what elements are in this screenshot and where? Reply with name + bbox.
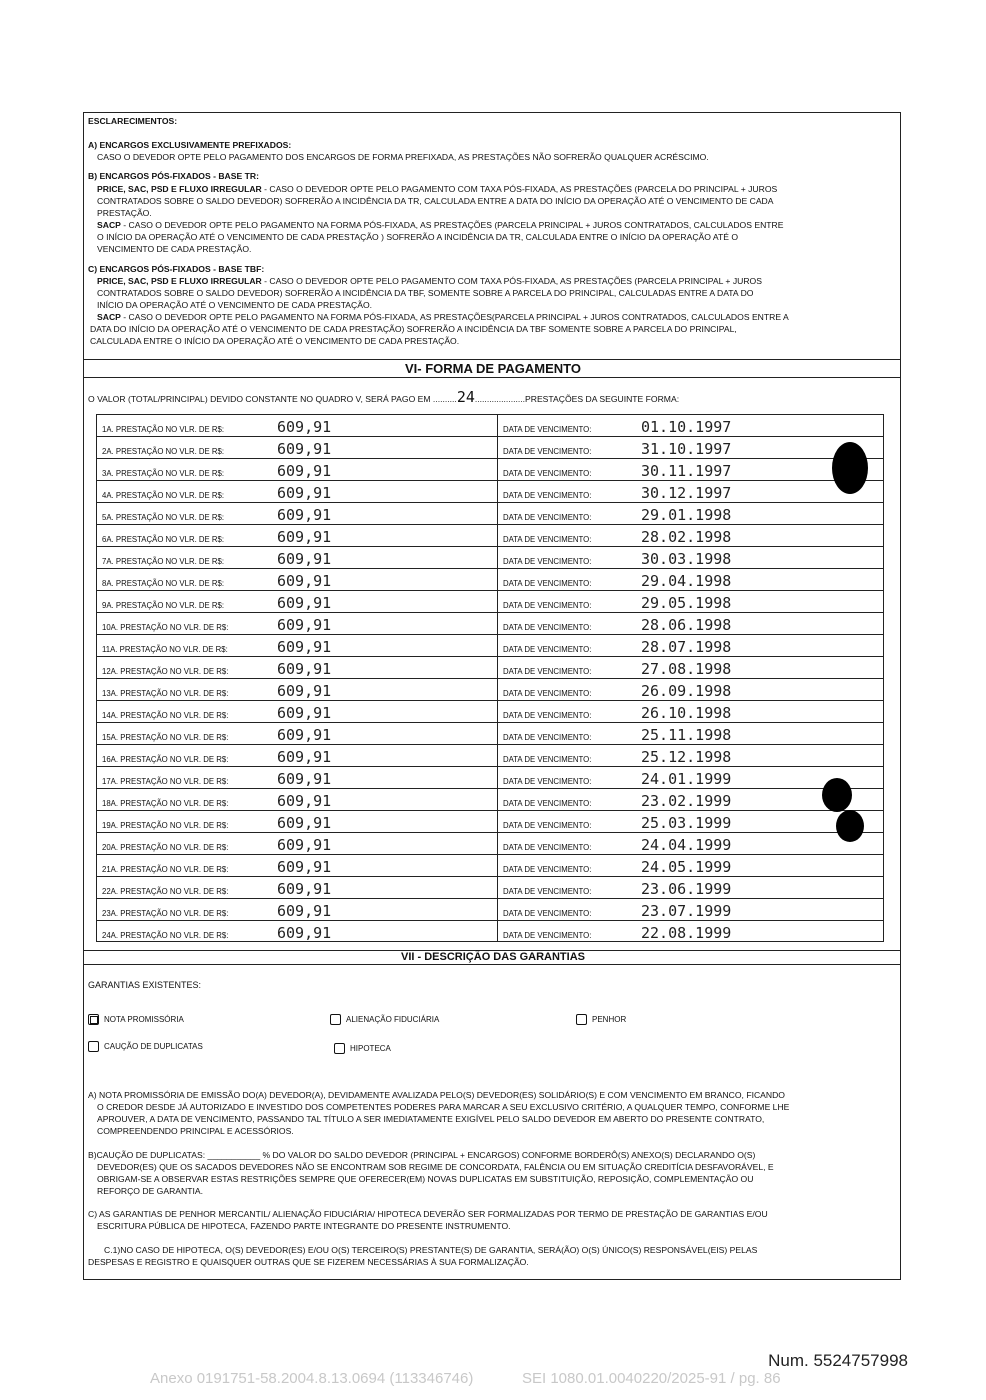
installment-value: 609,91 — [277, 484, 332, 502]
installment-label: 12A. PRESTAÇÃO NO VLR. DE R$: — [102, 667, 229, 676]
clause-c2-line3: CALCULADA ENTRE O INÍCIO DA OPERAÇÃO ATÉ O VENCIMENTO DE CADA PRESTAÇÃO. — [90, 336, 460, 346]
clause-c-heading: C) ENCARGOS PÓS-FIXADOS - BASE TBF: — [88, 264, 265, 274]
due-date-label: DATA DE VENCIMENTO: — [503, 843, 592, 852]
clause-c1-line1: PRICE, SAC, PSD E FLUXO IRREGULAR - CASO O DEVEDOR OPTE PELO PAGAMENTO COM TAXA PÓS-FIXADA, AS PRESTAÇÕES (PARCELA PRINCIPAL + JUROS — [97, 276, 762, 286]
due-date-value: 28.06.1998 — [641, 616, 732, 634]
due-date-value: 01.10.1997 — [641, 418, 732, 436]
divider — [83, 964, 901, 965]
installment-label: 7A. PRESTAÇÃO NO VLR. DE R$: — [102, 557, 225, 566]
due-date-label: DATA DE VENCIMENTO: — [503, 425, 592, 434]
table-row — [97, 767, 883, 789]
installment-label: 22A. PRESTAÇÃO NO VLR. DE R$: — [102, 887, 229, 896]
table-row — [97, 855, 883, 877]
table-row — [97, 415, 883, 437]
installment-value: 609,91 — [277, 682, 332, 700]
installment-value: 609,91 — [277, 462, 332, 480]
table-row — [97, 789, 883, 811]
installment-value: 609,91 — [277, 748, 332, 766]
due-date-value: 30.12.1997 — [641, 484, 732, 502]
due-date-label: DATA DE VENCIMENTO: — [503, 645, 592, 654]
installment-label: 16A. PRESTAÇÃO NO VLR. DE R$: — [102, 755, 229, 764]
installment-label: 10A. PRESTAÇÃO NO VLR. DE R$: — [102, 623, 229, 632]
due-date-label: DATA DE VENCIMENTO: — [503, 821, 592, 830]
table-row — [97, 877, 883, 899]
installment-label: 18A. PRESTAÇÃO NO VLR. DE R$: — [102, 799, 229, 808]
due-date-value: 28.07.1998 — [641, 638, 732, 656]
table-row — [97, 811, 883, 833]
due-date-label: DATA DE VENCIMENTO: — [503, 909, 592, 918]
installment-label: 1A. PRESTAÇÃO NO VLR. DE R$: — [102, 425, 225, 434]
installment-label: 9A. PRESTAÇÃO NO VLR. DE R$: — [102, 601, 225, 610]
clause-c1-line3: INÍCIO DA OPERAÇÃO ATÉ O VENCIMENTO DE CADA PRESTAÇÃO. — [97, 300, 373, 310]
installment-value: 609,91 — [277, 616, 332, 634]
installment-count: 24 — [456, 388, 475, 406]
due-date-value: 28.02.1998 — [641, 528, 732, 546]
installment-label: 2A. PRESTAÇÃO NO VLR. DE R$: — [102, 447, 225, 456]
checkbox-hipoteca[interactable]: HIPOTECA — [334, 1043, 391, 1054]
table-row — [97, 745, 883, 767]
installment-value: 609,91 — [277, 858, 332, 876]
garantia-b-line4: REFORÇO DE GARANTIA. — [97, 1186, 203, 1196]
installment-label: 15A. PRESTAÇÃO NO VLR. DE R$: — [102, 733, 229, 742]
due-date-value: 26.10.1998 — [641, 704, 732, 722]
table-row — [97, 701, 883, 723]
garantia-b-line1: B)CAUÇÃO DE DUPLICATAS: ___________ % DO VALOR DO SALDO DEVEDOR (PRINCIPAL + ENCARGOS) CONFORME BORDERÔ(S) ANEXO(S) DECLARANDO O(S) — [88, 1150, 756, 1160]
installment-label: 6A. PRESTAÇÃO NO VLR. DE R$: — [102, 535, 225, 544]
installment-value: 609,91 — [277, 726, 332, 744]
due-date-value: 23.07.1999 — [641, 902, 732, 920]
due-date-value: 24.05.1999 — [641, 858, 732, 876]
clause-b1-line1: PRICE, SAC, PSD E FLUXO IRREGULAR - CASO O DEVEDOR OPTE PELO PAGAMENTO COM TAXA PÓS-FIXADA, AS PRESTAÇÕES (PARCELA DO PRINCIPAL + JUROS — [97, 184, 778, 194]
installment-value: 609,91 — [277, 418, 332, 436]
due-date-label: DATA DE VENCIMENTO: — [503, 733, 592, 742]
due-date-value: 29.04.1998 — [641, 572, 732, 590]
installments-table — [96, 414, 884, 942]
installment-value: 609,91 — [277, 506, 332, 524]
due-date-label: DATA DE VENCIMENTO: — [503, 711, 592, 720]
checkbox-alienacao-fiduciaria[interactable]: ALIENAÇÃO FIDUCIÁRIA — [330, 1014, 439, 1025]
due-date-value: 29.01.1998 — [641, 506, 732, 524]
due-date-value: 30.11.1997 — [641, 462, 732, 480]
due-date-label: DATA DE VENCIMENTO: — [503, 579, 592, 588]
checkbox-empty[interactable] — [330, 1014, 341, 1025]
due-date-value: 25.03.1999 — [641, 814, 732, 832]
installment-value: 609,91 — [277, 572, 332, 590]
due-date-label: DATA DE VENCIMENTO: — [503, 469, 592, 478]
installment-label: 24A. PRESTAÇÃO NO VLR. DE R$: — [102, 931, 229, 940]
table-row — [97, 547, 883, 569]
due-date-value: 24.01.1999 — [641, 770, 732, 788]
due-date-label: DATA DE VENCIMENTO: — [503, 887, 592, 896]
clause-b2-line1: SACP - CASO O DEVEDOR OPTE PELO PAGAMENTO NA FORMA PÓS-FIXADA, AS PRESTAÇÕES (PARCELA PRINCIPAL + JUROS CONTRATADOS, CALCULADOS ENTRE — [97, 220, 784, 230]
due-date-label: DATA DE VENCIMENTO: — [503, 513, 592, 522]
installment-value: 609,91 — [277, 638, 332, 656]
clause-c2-line1: SACP - CASO O DEVEDOR OPTE PELO PAGAMENTO NA FORMA PÓS-FIXADA, AS PRESTAÇÕES(PARCELA PRINCIPAL + JUROS CONTRATADOS, CALCULADOS ENTRE A — [97, 312, 789, 322]
table-row — [97, 569, 883, 591]
due-date-value: 27.08.1998 — [641, 660, 732, 678]
section-forma-pagamento-title: VI- FORMA DE PAGAMENTO — [405, 361, 581, 376]
installment-value: 609,91 — [277, 770, 332, 788]
clause-b-heading: B) ENCARGOS PÓS-FIXADOS - BASE TR: — [88, 171, 259, 181]
garantia-c1-line1: C.1)NO CASO DE HIPOTECA, O(S) DEVEDOR(ES) E/OU O(S) TERCEIRO(S) PRESTANTE(S) DE GARANTIA, SERÁ(ÃO) O(S) ÚNICO(S) RESPONSÁVEL(EIS) PELAS — [104, 1245, 758, 1255]
installment-value: 609,91 — [277, 440, 332, 458]
table-row — [97, 723, 883, 745]
divider — [83, 377, 901, 378]
table-row — [97, 481, 883, 503]
scan-ink-blot — [836, 810, 864, 842]
checkbox-empty[interactable] — [88, 1041, 99, 1052]
annex-reference: Anexo 0191751-58.2004.8.13.0694 (113346746) — [150, 1370, 474, 1387]
due-date-label: DATA DE VENCIMENTO: — [503, 689, 592, 698]
garantia-a-line1: A) NOTA PROMISSÓRIA DE EMISSÃO DO(A) DEVEDOR(A), DEVIDAMENTE AVALIZADA PELO(S) DEVEDOR(ES) SOLIDÁRIO(S) E COM VENCIMENTO EM BRANCO, FICANDO — [88, 1090, 785, 1100]
checkbox-empty[interactable] — [334, 1043, 345, 1054]
installment-label: 5A. PRESTAÇÃO NO VLR. DE R$: — [102, 513, 225, 522]
due-date-value: 25.12.1998 — [641, 748, 732, 766]
garantia-c-line2: ESCRITURA PÚBLICA DE HIPOTECA, FAZENDO PARTE INTEGRANTE DO PRESENTE INSTRUMENTO. — [97, 1221, 511, 1231]
scan-ink-blot — [832, 442, 868, 494]
clause-b2-line2: O INÍCIO DA OPERAÇÃO ATÉ O VENCIMENTO DE CADA PRESTAÇÃO ) SOFRERÃO A INCIDÊNCIA DA TR, CALCULADA ENTRE O INÍCIO DA OPERAÇÃO ATÉ O — [97, 232, 739, 242]
installment-value: 609,91 — [277, 528, 332, 546]
due-date-value: 30.03.1998 — [641, 550, 732, 568]
installment-value: 609,91 — [277, 704, 332, 722]
due-date-label: DATA DE VENCIMENTO: — [503, 667, 592, 676]
garantia-a-line4: COMPREENDENDO PRINCIPAL E ACESSÓRIOS. — [97, 1126, 294, 1136]
due-date-value: 23.02.1999 — [641, 792, 732, 810]
table-column-divider — [497, 414, 498, 942]
due-date-value: 25.11.1998 — [641, 726, 732, 744]
due-date-value: 31.10.1997 — [641, 440, 732, 458]
garantia-a-line3: APROUVER, A DATA DE VENCIMENTO, PASSANDO TAL TÍTULO A SER IMEDIATAMENTE EXIGÍVEL PELO SALDO DEVEDOR EM ABERTO DO PRESENTE CONTRATO, — [97, 1114, 765, 1124]
due-date-label: DATA DE VENCIMENTO: — [503, 535, 592, 544]
installment-value: 609,91 — [277, 660, 332, 678]
installment-label: 17A. PRESTAÇÃO NO VLR. DE R$: — [102, 777, 229, 786]
due-date-value: 22.08.1999 — [641, 924, 732, 942]
due-date-label: DATA DE VENCIMENTO: — [503, 931, 592, 940]
due-date-label: DATA DE VENCIMENTO: — [503, 799, 592, 808]
installment-label: 11A. PRESTAÇÃO NO VLR. DE R$: — [102, 645, 228, 654]
clause-c1-line2: CONTRATADOS SOBRE O SALDO DEVEDOR) SOFRERÃO A INCIDÊNCIA DA TBF, SOMENTE SOBRE A PARCELA DO PRINCIPAL, CALCULADAS ENTRE A DATA DO — [97, 288, 754, 298]
installment-label: 13A. PRESTAÇÃO NO VLR. DE R$: — [102, 689, 229, 698]
installment-value: 609,91 — [277, 902, 332, 920]
divider — [83, 359, 901, 360]
installment-label: 8A. PRESTAÇÃO NO VLR. DE R$: — [102, 579, 225, 588]
installment-value: 609,91 — [277, 924, 332, 942]
installment-value: 609,91 — [277, 814, 332, 832]
table-row — [97, 679, 883, 701]
installment-label: 3A. PRESTAÇÃO NO VLR. DE R$: — [102, 469, 225, 478]
installment-label: 14A. PRESTAÇÃO NO VLR. DE R$: — [102, 711, 229, 720]
garantia-c1-line2: DESPESAS E REGISTRO E QUAISQUER OUTRAS QUE SE FIZEREM NECESSÁRIAS À SUA FORMALIZAÇÃO. — [88, 1257, 529, 1267]
due-date-value: 26.09.1998 — [641, 682, 732, 700]
scan-ink-blot — [822, 778, 852, 812]
garantia-b-line2: DEVEDOR(ES) QUE OS SACADOS DEVEDORES NÃO SE ENCONTRAM SOB REGIME DE CONCORDATA, FALÊNCIA OU EM SITUAÇÃO CREDITÍCIA DESFAVORÁVEL, E — [97, 1162, 774, 1172]
table-row — [97, 459, 883, 481]
document-number: Num. 5524757998 — [768, 1351, 908, 1370]
installment-value: 609,91 — [277, 792, 332, 810]
due-date-label: DATA DE VENCIMENTO: — [503, 557, 592, 566]
installment-label: 19A. PRESTAÇÃO NO VLR. DE R$: — [102, 821, 229, 830]
checkbox-checked[interactable] — [88, 1014, 99, 1025]
due-date-label: DATA DE VENCIMENTO: — [503, 601, 592, 610]
table-row — [97, 437, 883, 459]
garantia-b-line3: OBRIGAM-SE A OBSERVAR ESTAS RESTRIÇÕES SEMPRE QUE OFERECER(EM) NOVAS DUPLICATAS EM SUBSTITUIÇÃO, REPOSIÇÃO, COMPLEMENTAÇÃO OU — [97, 1174, 754, 1184]
due-date-value: 24.04.1999 — [641, 836, 732, 854]
checkbox-empty[interactable] — [576, 1014, 587, 1025]
installment-label: 20A. PRESTAÇÃO NO VLR. DE R$: — [102, 843, 229, 852]
table-row — [97, 525, 883, 547]
sei-reference: SEI 1080.01.0040220/2025-91 / pg. 86 — [522, 1370, 781, 1387]
checkbox-caucao-duplicatas[interactable]: CAUÇÃO DE DUPLICATAS — [88, 1041, 203, 1052]
installment-label: 21A. PRESTAÇÃO NO VLR. DE R$: — [102, 865, 229, 874]
payment-intro: O VALOR (TOTAL/PRINCIPAL) DEVIDO CONSTANTE NO QUADRO V, SERÁ PAGO EM ..........24.....................PRESTAÇÕES DA SEGUINTE FORMA: — [88, 388, 680, 406]
checkbox-penhor[interactable]: PENHOR — [576, 1014, 626, 1025]
clause-b1-line2: CONTRATADOS SOBRE O SALDO DEVEDOR) SOFRERÃO A INCIDÊNCIA DA TR, CALCULADA ENTRE A DATA DO INÍCIO DA OPERAÇÃO ATÉ O VENCIMENTO DE CADA — [97, 196, 774, 206]
table-row — [97, 921, 883, 943]
due-date-value: 29.05.1998 — [641, 594, 732, 612]
clause-b2-line3: VENCIMENTO DE CADA PRESTAÇÃO. — [97, 244, 252, 254]
installment-value: 609,91 — [277, 880, 332, 898]
installment-label: 4A. PRESTAÇÃO NO VLR. DE R$: — [102, 491, 225, 500]
table-row — [97, 833, 883, 855]
table-row — [97, 613, 883, 635]
due-date-value: 23.06.1999 — [641, 880, 732, 898]
installment-value: 609,91 — [277, 836, 332, 854]
due-date-label: DATA DE VENCIMENTO: — [503, 865, 592, 874]
installment-value: 609,91 — [277, 594, 332, 612]
checkbox-nota-promissoria[interactable]: NOTA PROMISSÓRIA — [88, 1014, 184, 1025]
table-row — [97, 591, 883, 613]
installment-value: 609,91 — [277, 550, 332, 568]
due-date-label: DATA DE VENCIMENTO: — [503, 447, 592, 456]
table-row — [97, 899, 883, 921]
garantias-existentes-label: GARANTIAS EXISTENTES: — [88, 980, 202, 990]
clause-a-heading: A) ENCARGOS EXCLUSIVAMENTE PREFIXADOS: — [88, 140, 292, 150]
esclarecimentos-title: ESCLARECIMENTOS: — [88, 116, 178, 126]
garantia-a-line2: O CREDOR DESDE JÁ AUTORIZADO E INVESTIDO DOS COMPETENTES PODERES PARA MARCAR A SEU EXCLUSIVO CRITÉRIO, A QUALQUER TEMPO, CONFORME LHE — [97, 1102, 790, 1112]
clause-b1-line3: PRESTAÇÃO. — [97, 208, 152, 218]
due-date-label: DATA DE VENCIMENTO: — [503, 491, 592, 500]
due-date-label: DATA DE VENCIMENTO: — [503, 777, 592, 786]
clause-c2-line2: DATA DO INÍCIO DA OPERAÇÃO ATÉ O VENCIMENTO DE CADA PRESTAÇÃO) SOFRERÃO A INCIDÊNCIA DA TBF SOMENTE SOBRE A PARCELA DO PRINCIPAL, — [90, 324, 737, 334]
due-date-label: DATA DE VENCIMENTO: — [503, 623, 592, 632]
table-row — [97, 657, 883, 679]
garantia-c-line1: C) AS GARANTIAS DE PENHOR MERCANTIL/ ALIENAÇÃO FIDUCIÁRIA/ HIPOTECA DEVERÃO SER FORMALIZADAS POR TERMO DE PRESTAÇÃO DE GARANTIAS E/OU — [88, 1209, 768, 1219]
due-date-label: DATA DE VENCIMENTO: — [503, 755, 592, 764]
table-row — [97, 503, 883, 525]
table-row — [97, 635, 883, 657]
clause-a-text: CASO O DEVEDOR OPTE PELO PAGAMENTO DOS ENCARGOS DE FORMA PREFIXADA, AS PRESTAÇÕES NÃO SOFRERÃO QUALQUER ACRÉSCIMO. — [97, 152, 709, 162]
installment-label: 23A. PRESTAÇÃO NO VLR. DE R$: — [102, 909, 229, 918]
section-garantias-title: VII - DESCRIÇÃO DAS GARANTIAS — [401, 951, 585, 963]
